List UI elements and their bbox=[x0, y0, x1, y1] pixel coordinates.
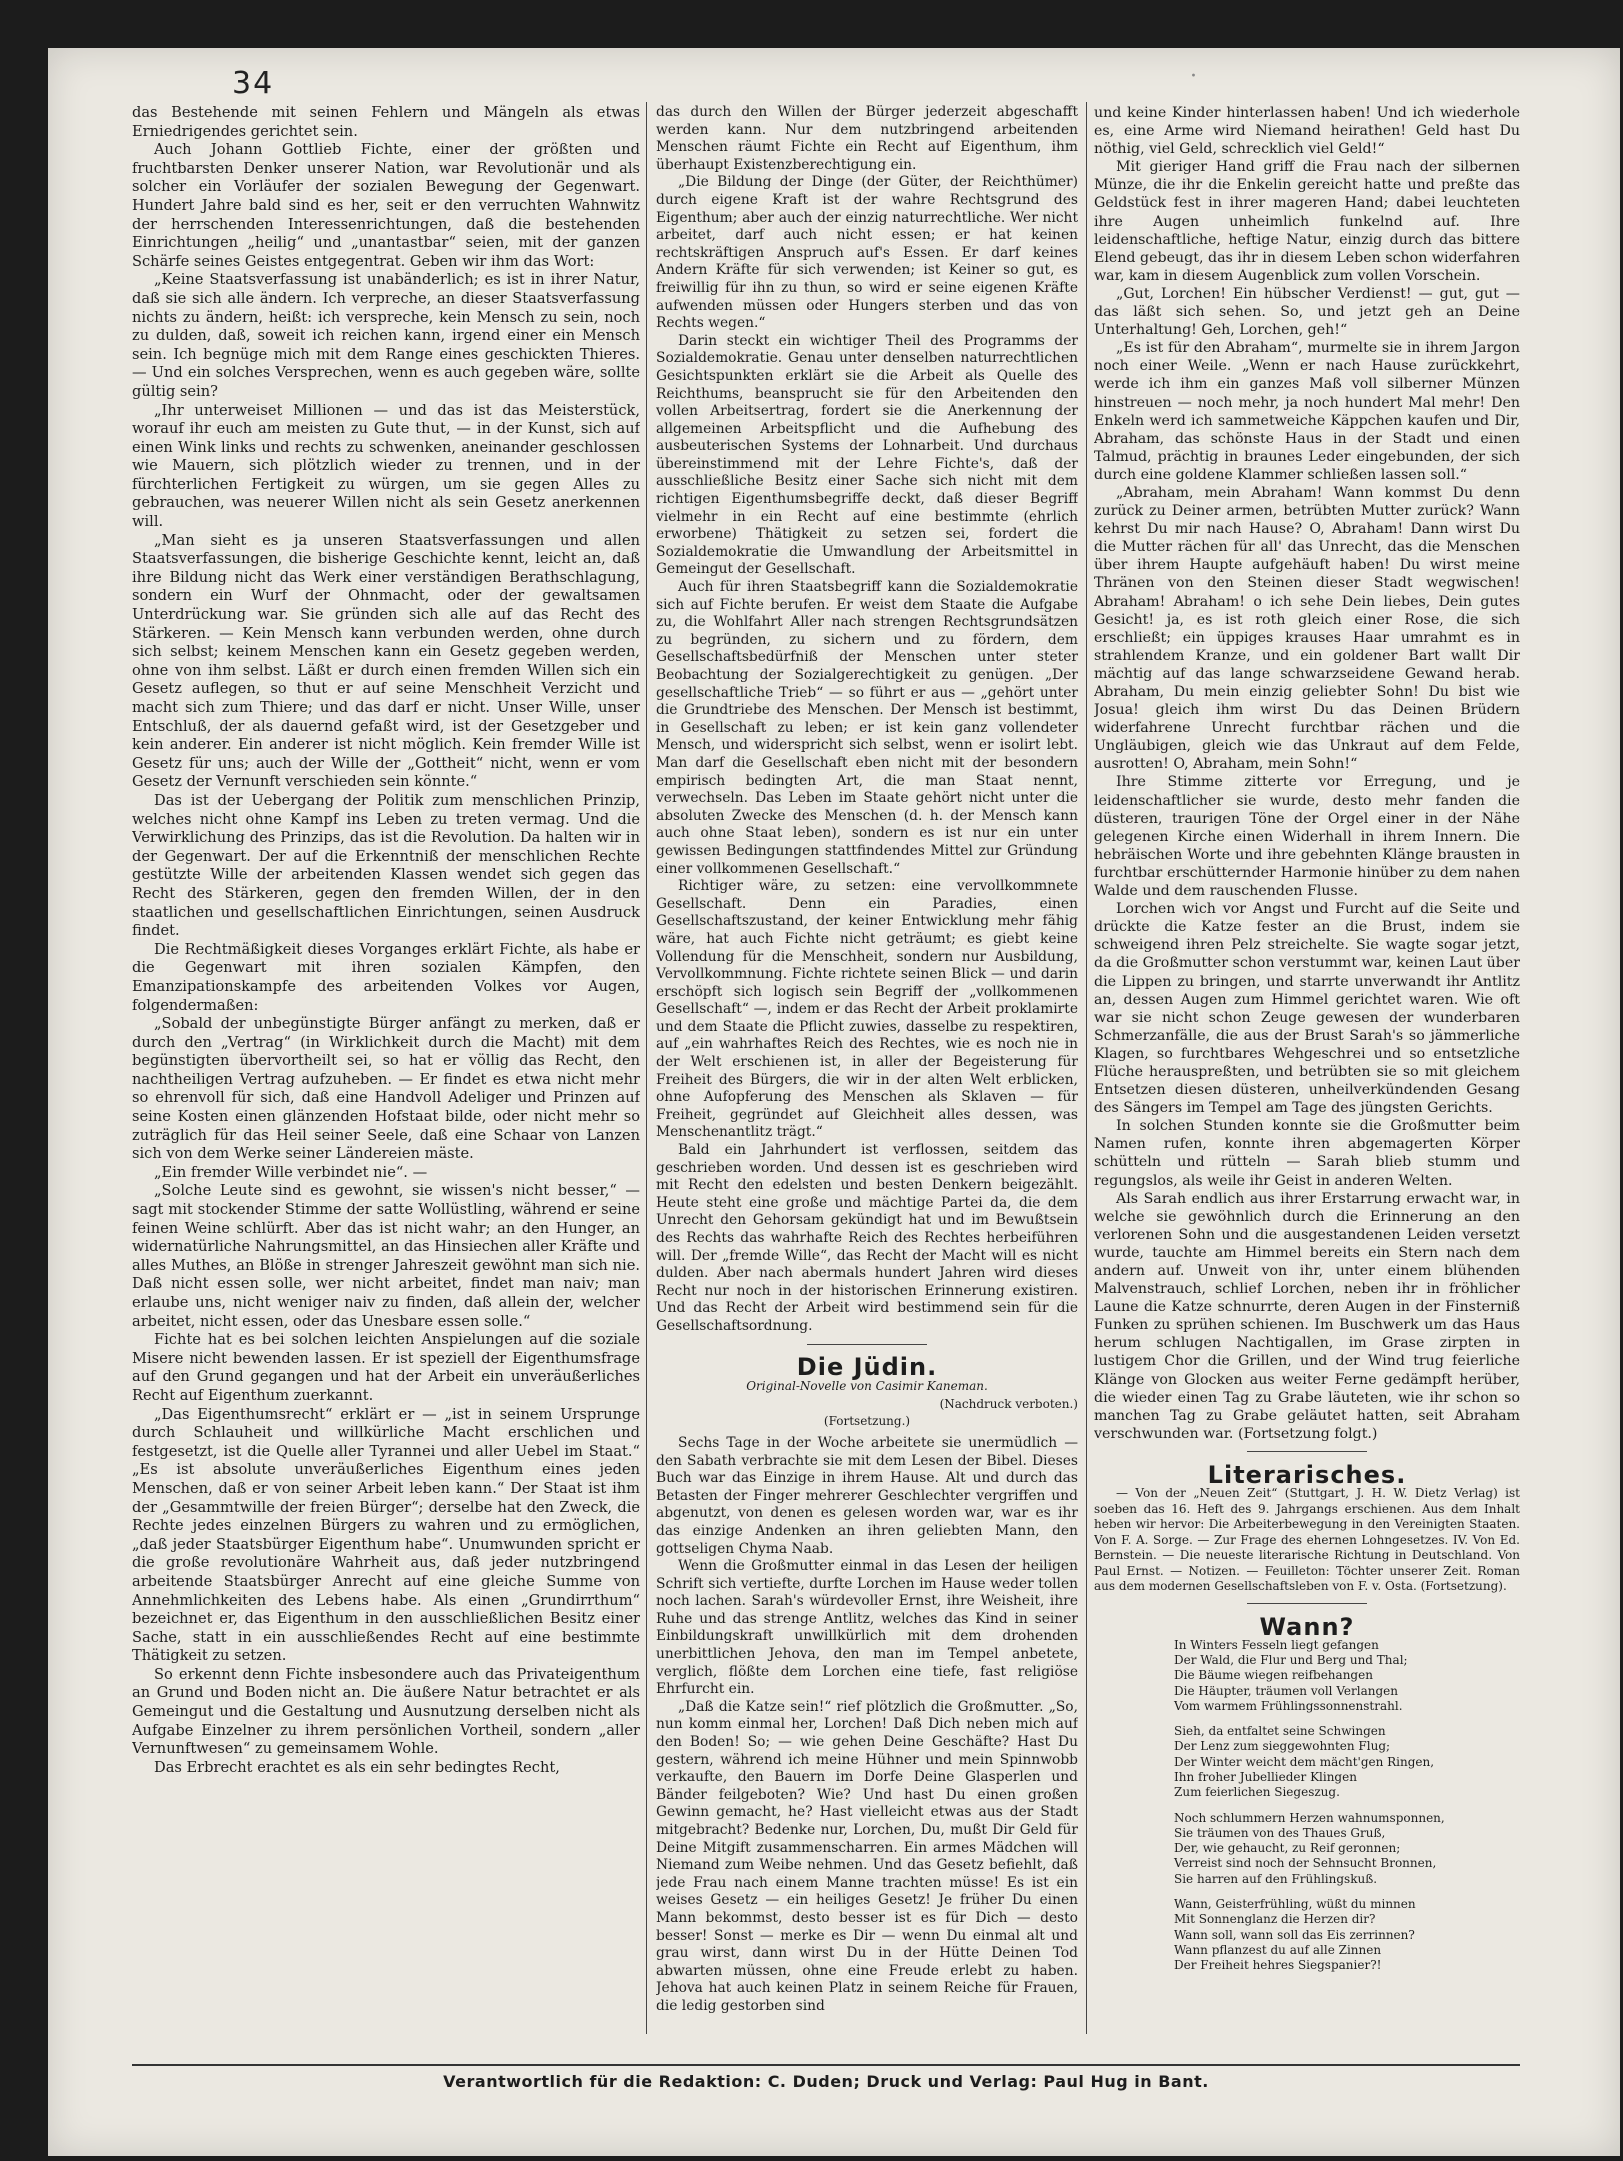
paragraph: Das ist der Uebergang der Politik zum menschlichen Prinzip, welches nicht ohne Kampf ins Leben zu treten vermag. Und die Verwirklichung des Prinzips, das ist die Revolution. Da halten wir in der Gegenwart. Der auf die Erkenntniß der menschlichen Rechte gestützte Wille der arbeitenden Klassen wendet sich gegen das Recht des Stärkeren, gegen den fremden Willen, der in den staatlichen und gesellschaftlichen Einrichtungen, seinen Ausdruck findet. bbox=[132, 791, 640, 940]
poem-line: Sie träumen von des Thaues Gruß, bbox=[1174, 1825, 1386, 1840]
paragraph: Das Erbrecht erachtet es als ein sehr bedingtes Recht, bbox=[154, 1758, 560, 1776]
section-divider bbox=[807, 1344, 927, 1345]
continuation-note: (Fortsetzung.) bbox=[823, 1414, 911, 1429]
paragraph: „Man sieht es ja unseren Staatsverfassungen und allen Staatsverfassungen, die bisherige Geschichte kennt, leicht an, daß ihre Bildung nicht das Werk einer verständigen Berathschlagung, sondern ein Wurf der Ohnmacht, oder der gewaltsamen Unterdrückung war. Sie gründen sich alle auf das Recht des Stärkeren. — Kein Mensch kann verbunden werden, ohne durch sich selbst; keinem Menschen kann ein Gesetz gegeben werden, ohne von ihm selbst. Läßt er durch einen fremden Willen sich ein Gesetz auflegen, so thut er auf seine Menschheit Verzicht und macht sich zum Thiere; und das darf er nicht. Unser Wille, unser Entschluß, der als dauernd gefaßt wird, ist der Gesetzgeber und kein anderer. Ein anderer ist nicht möglich. Kein fremder Wille ist Gesetz für uns; auch der Wille der „Gottheit“ nicht, wenn er vom Gesetz der Vernunft verschieden sein könnte.“ bbox=[132, 531, 640, 791]
column-right bbox=[1094, 104, 1520, 2034]
paragraph: das durch den Willen der Bürger jederzeit abgeschafft werden kann. Nur dem nutzbringend arbeitenden Menschen räumt Fichte ein Recht auf Eigenthum, ihm überhaupt Existenzberechtigung ein. bbox=[656, 104, 1078, 173]
paragraph: Die Rechtmäßigkeit dieses Vorganges erklärt Fichte, als habe er die Gegenwart mit ihren sozialen Kämpfen, den Emanzipationskampfe des arbeitenden Volkes vor Augen, folgendermaßen: bbox=[132, 940, 640, 1014]
poem-line: Vom warmem Frühlingssonnenstrahl. bbox=[1174, 1698, 1403, 1713]
paragraph: Auch für ihren Staatsbegriff kann die Sozialdemokratie sich auf Fichte berufen. Er weist dem Staate die Aufgabe zu, die Wohlfahrt Aller nach strengen Rechtsgrundsätzen zu begründen, zu sichern und zu fördern, dem Gesellschaftsbedürfniß der Menschen unter steter Beobachtung der Sozialgerechtigkeit zu genügen. „Der gesellschaftliche Trieb“ — so führt er aus — „gehört unter die Grundtriebe des Menschen. Der Mensch ist bestimmt, in Gesellschaft zu leben; er ist kein ganz vollendeter Mensch, und widerspricht sich selbst, wenn er isolirt lebt. Man darf die Gesellschaft eben nicht mit der besondern empirisch bedingten Art, die man Staat nennt, verwechseln. Das Leben im Staate gehört nicht unter die absoluten Zwecke des Menschen (d. h. der Mensch kann auch ohne Staat leben), sondern es ist nur ein unter gewissen Bedingungen stattfindendes Mittel zur Gründung einer vollkommenen Gesellschaft.“ bbox=[656, 579, 1078, 877]
imprint-footer: Verantwortlich für die Redaktion: C. Duden; Druck und Verlag: Paul Hug in Bant. bbox=[132, 2064, 1520, 2091]
poem-line: Wann pflanzest du auf alle Zinnen bbox=[1174, 1942, 1382, 1957]
paragraph: „Ihr unterweiset Millionen — und das ist das Meisterstück, worauf ihr euch am meisten zu Gute thut, — in der Kunst, sich auf einen Wink links und rechts zu schwenken, aneinander geschlossen wie Mauern, sich plötzlich wieder zu trennen, und in der fürchterlichen Fertigkeit zu würgen, um sie gegen Alles zu gebrauchen, was neuerer Willen nicht als sein Gesetz anerkennen will. bbox=[132, 401, 640, 531]
paragraph: Ihre Stimme zitterte vor Erregung, und je leidenschaftlicher sie wurde, desto mehr fanden die düsteren, traurigen Töne der Orgel einer in der Nähe gelegenen Kirche einen Widerhall in ihrem Innern. Die hebräischen Worte und ihre gebehnten Klänge brausten in furchtbar erschütternder Harmonie hinüber zu dem nahen Walde und dem rauschenden Flusse. bbox=[1094, 774, 1520, 900]
poem-line: Sieh, da entfaltet seine Schwingen bbox=[1174, 1724, 1386, 1739]
poem-line: Die Häupter, träumen voll Verlangen bbox=[1174, 1683, 1398, 1698]
poem-line: Ihn froher Jubellieder Klingen bbox=[1174, 1770, 1357, 1784]
paragraph: „Das Eigenthumsrecht“ erklärt er — „ist in seinem Ursprunge durch Schlauheit und willkürliche Macht erschlichen und festgesetzt, ist die Quelle aller Tyrannei und aller Uebel im Staat.“ „Es ist absolute unveräußerliches Eigenthum eines jeden Menschen, daß er von seiner Arbeit leben kann.“ Der Staat ist ihm der „Gesammtwille der freien Bürger“; derselbe hat den Zweck, die Rechte jedes einzelnen Bürgers zu wahren und zu ermöglichen, „daß jeder Staatsbürger Eigenthum habe“. Unumwunden spricht er die große revolutionäre Wahrheit aus, daß jeder nutzbringend arbeitende Staatsbürger Anrecht auf eine gleiche Summe von Annehmlichkeiten des Lebens habe. Als einen „Grundirrthum“ bezeichnet er, das Eigenthum in den ausschließlichen Besitz einer Sache, statt in ein ausschließendes Recht auf eine bestimmte Thätigkeit zu setzen. bbox=[132, 1405, 640, 1665]
poem-line: Wann, Geisterfrühling, wüßt du minnen bbox=[1174, 1897, 1416, 1912]
novella-subtitle: Original-Novelle von Casimir Kaneman. bbox=[746, 1379, 988, 1394]
poem-title: Wann? bbox=[1259, 1612, 1355, 1641]
section-divider bbox=[1247, 1603, 1367, 1604]
poem-stanza bbox=[1174, 1724, 1520, 1800]
poem-line: Der, wie gehaucht, zu Reif geronnen; bbox=[1174, 1841, 1401, 1856]
paragraph: „Keine Staatsverfassung ist unabänderlich; es ist in ihrer Natur, daß sie sich alle ändern. Ich verpreche, an dieser Staatsverfassung nichts zu ändern, heißt: ich verspreche, kein Mensch zu sein, noch zu dulden, daß, soweit ich reichen kann, irgend einer ein Mensch sein. Ich begnüge mich mit dem Range eines geschickten Thieres. — Und ein solches Versprechen, wenn es auch gegeben wäre, sollte gültig sein? bbox=[132, 271, 640, 400]
poem-line: Sie harren auf den Frühlingskuß. bbox=[1174, 1871, 1378, 1886]
column-rule-2 bbox=[1086, 102, 1087, 2034]
pencil-mark: · bbox=[1190, 64, 1197, 89]
poem-body bbox=[1094, 1638, 1520, 1974]
poem-stanza bbox=[1174, 1811, 1520, 1887]
poem-stanza bbox=[1174, 1638, 1520, 1714]
literary-notice: — Von der „Neuen Zeit“ (Stuttgart, J. H. W. Dietz Verlag) ist soeben das 16. Heft des 9. Jahrgangs erschienen. Aus dem Inhalt heben wir hervor: Die Arbeiterbewegung in den Vereinigten Staaten. Von F. A. Sorge. — Zur Frage des ehernen Lohngesetzes. IV. Von Ed. Bernstein. — Die neueste literarische Richtung in Deutschland. Von Paul Ernst. — Notizen. — Feuilleton: Töchter unserer Zeit. Roman aus dem modernen Gesellschaftsleben von F. v. Osta. (Fortsetzung). bbox=[1094, 1486, 1520, 1594]
section-divider bbox=[1247, 1451, 1367, 1452]
poem-line: Der Lenz zum sieggewohnten Flug; bbox=[1174, 1739, 1391, 1754]
paragraph: Sechs Tage in der Woche arbeitete sie unermüdlich — den Sabath verbrachte sie mit dem Lesen der Bibel. Dieses Buch war das Einzige in ihrem Hause. Alt und durch das Betasten der Finger mehrerer Geschlechter vergriffen und abgenutzt, von denen es gelesen worden war, war es ihr das einzige Andenken an ihren geliebten Mann, den gottseligen Chyma Naab. bbox=[656, 1434, 1078, 1557]
paragraph: „Abraham, mein Abraham! Wann kommst Du denn zurück zu Deiner armen, betrübten Mutter zurück? Wann kehrst Du mir nach Hause? O, Abraham! Dann wirst Du die Mutter rächen für all' das Unrecht, das die Menschen über ihrem Haupte aufgehäuft haben! Du wirst meine Thränen von den Steinen dieser Stadt wegwischen! Abraham! Abraham! o ich sehe Dein liebes, Dein gutes Gesicht! ja, es ist roth gleich einer Rose, die sich erschließt; ein üppiges krauses Haar umrahmt es in strahlendem Kranze, und ein goldener Bart wallt Dir mächtig auf das lange schwarzseidene Gewand herab. Abraham, Du mein einzig geliebter Sohn! Du bist wie Josua! gleich ihm wirst Du das Deinen Brüdern widerfahrene Unrecht furchtbar rächen und die Ungläubigen, gleich wie das Unkraut auf dem Felde, ausrotten! O, Abraham, mein Sohn!“ bbox=[1094, 484, 1520, 773]
paragraph: Lorchen wich vor Angst und Furcht auf die Seite und drückte die Katze fester an die Brust, indem sie schweigend ihren Pelz streichelte. Sie wagte sogar jetzt, da die Großmutter schon verstummt war, keinen Laut über die Lippen zu bringen, und starrte unverwandt ihr Antlitz an, dessen Augen zum Himmel gerichtet waren. Wie oft war sie nicht schon Zeuge gewesen der wunderbaren Schmerzanfälle, die aus der Brust Sarah's so jämmerliche Klagen, so furchtbares Wehgeschrei und so entsetzliche Flüche herauspreßten, und betrübten sie so mit gleichem Entsetzen diesen düsteren, unheilverkündenden Gesang des Sängers im Tempel am Tage des jüngsten Gerichts. bbox=[1094, 901, 1520, 1117]
poem-line: Wann soll, wann soll das Eis zerrinnen? bbox=[1174, 1927, 1415, 1942]
paragraph: „Daß die Katze sein!“ rief plötzlich die Großmutter. „So, nun komm einmal her, Lorchen! Daß Dich neben mich auf den Boden! So; — wie gehen Deine Geschäfte? Hast Du gestern, während ich meine Hühner und mein Spinnwobb verkaufte, den Bauern im Dorfe Deine Glasperlen und Bänder feilgeboten? Wie? Und hast Du einen großen Gewinn gemacht, he? Hast vielleicht etwas aus der Stadt mitgebracht? Bedenke nur, Lorchen, Du, mußt Dir Geld für Deine Mitgift zusammenscharren. Ein armes Mädchen will Niemand zum Weibe nehmen. Und das Gesetz befiehlt, daß jede Frau nach einem Manne trachten müsse! Es ist ein weises Gesetz — ein heiliges Gesetz! Je früher Du einen Mann bekommst, desto besser ist es für Dich — desto besser! Sonst — merke es Dir — wenn Du einmal alt und grau wirst, dann wirst Du in der Hütte Deinen Tod abwarten müssen, ohne eine Freude erlebt zu haben. Jehova hat auch keinen Platz in seinem Reiche für Frauen, die ledig gestorben sind bbox=[656, 1698, 1078, 2014]
paragraph: und keine Kinder hinterlassen haben! Und ich wiederhole es, eine Arme wird Niemand heirathen! Geld hast Du nöthig, viel Geld, schrecklich viel Geld!“ bbox=[1094, 105, 1520, 158]
paragraph: „Gut, Lorchen! Ein hübscher Verdienst! — gut, gut — das läßt sich sehen. So, und jetzt geh an Deine Unterhaltung! Geh, Lorchen, geh!“ bbox=[1094, 285, 1520, 339]
column-rule-1 bbox=[646, 102, 647, 2034]
poem-line: Noch schlummern Herzen wahnumsponnen, bbox=[1174, 1810, 1445, 1825]
poem-line: Mit Sonnenglanz die Herzen dir? bbox=[1174, 1912, 1376, 1927]
poem-line: In Winters Fesseln liegt gefangen bbox=[1174, 1637, 1379, 1652]
poem-line: Der Freiheit hehres Siegspanier?! bbox=[1174, 1958, 1382, 1973]
paragraph: Als Sarah endlich aus ihrer Erstarrung erwacht war, in welche sie gewöhnlich durch die Erinnerung an den verlorenen Sohn und die ausgestandenen Leiden versetzt wurde, tauchte am Himmel bereits ein Stern nach dem andern auf. Unweit von ihr, unter einem blühenden Malvenstrauch, schlief Lorchen, neben ihr in fröhlicher Laune die Katze schnurrte, deren Augen in der Finsterniß Funken zu sprühen schienen. Im Buschwerk um das Haus herum schlugen Nachtigallen, im Grase zirpten in lustigem Chor die Grillen, und der Wind trug feierliche Klänge von Glocken aus weiter Ferne gedämpft herüber, die wieder einen Tag zu Grabe läuteten, wie ihr schon so manchen Tag zu Grabe geläutet hatten, seit Abraham verschwunden war. (Fortsetzung folgt.) bbox=[1094, 1190, 1520, 1442]
paragraph: Bald ein Jahrhundert ist verflossen, seitdem das geschrieben worden. Und dessen ist es geschrieben wird mit Recht den edelsten und besten Denkern beigezählt. Heute steht eine große und mächtige Partei da, die dem Unrecht den Gehorsam gekündigt hat und im Bewußtsein des Rechts das wahrhafte Reich des Rechtes herbeiführen will. Der „fremde Wille“, das Recht der Macht will es nicht dulden. Aber nach abermals hundert Jahren wird dieses Recht nur noch in der historischen Erinnerung existiren. Und das Recht der Arbeit wird bestimmend sein für die Gesellschaftsordnung. bbox=[656, 1142, 1078, 1334]
paragraph: „Es ist für den Abraham“, murmelte sie in ihrem Jargon noch einer Weile. „Wenn er nach Hause zurückkehrt, werde ich ihm ein ganzes Maß voll silberner Münzen hinstreuen — noch mehr, ja noch hundert Mal mehr! Den Enkeln werd ich sammetweiche Käppchen kaufen und Dir, Abraham, das schönste Haus in der Stadt und einen Talmud, prächtig in braunes Leder eingebunden, der sich durch eine goldene Klammer schließen lassen soll.“ bbox=[1094, 340, 1520, 483]
paragraph: Auch Johann Gottlieb Fichte, einer der größten und fruchtbarsten Denker unserer Nation, war Revolutionär und als solcher ein Vorläufer der sozialen Bewegung der Gegenwart. Hundert Jahre bald sind es her, seit er den verruchten Wahnwitz der herrschenden Interessenrichtungen, daß die bestehenden Einrichtungen „heilig“ und „unantastbar“ seien, mit der ganzen Schärfe seines Geistes entgegentrat. Geben wir ihm das Wort: bbox=[132, 141, 640, 270]
paragraph: Richtiger wäre, zu setzen: eine vervollkommnete Gesellschaft. Denn ein Paradies, einen Gesellschaftszustand, der keiner Entwicklung mehr fähig wäre, hat auch Fichte nicht geträumt; es giebt keine Vollendung für die Menschheit, sondern nur Ausbildung, Vervollkommnung. Fichte richtete seinen Blick — und darin erschöpft sich logisch sein Begriff der „vollkommenen Gesellschaft“ —, indem er das Recht der Arbeit proklamirte und dem Staate die Pflicht zuwies, dasselbe zu respektiren, auf „ein wahrhaftes Reich des Rechtes, wie es noch nie in der Welt erschienen ist, in aller der Begeisterung für Freiheit des Bürgers, die wir in der alten Welt erblicken, ohne Aufopferung des Menschen als Sklaven — für Freiheit, gegründet auf Gleichheit alles dessen, was Menschenantlitz trägt.“ bbox=[656, 878, 1078, 1141]
paragraph: „Die Bildung der Dinge (der Güter, der Reichthümer) durch eigene Kraft ist der wahre Rechtsgrund des Eigenthum; aber auch der einzig naturrechtliche. Wer nicht arbeitet, darf auch nicht essen; er hat keinen rechtskräftigen Anspruch auf's Essen. Er darf keines Andern Kräfte für sich verwenden; ist Keiner so gut, es freiwillig für ihn zu thun, so wird er seine eigenen Kräfte aufwenden müssen oder Hungers sterben und das von Rechts wegen.“ bbox=[656, 174, 1078, 332]
poem-stanza bbox=[1174, 1897, 1520, 1973]
poem-line: Verreist sind noch der Sehnsucht Bronnen, bbox=[1174, 1856, 1437, 1871]
poem-line: Der Wald, die Flur und Berg und Thal; bbox=[1174, 1652, 1408, 1667]
poem-line: Der Winter weicht dem mächt'gen Ringen, bbox=[1174, 1754, 1435, 1769]
paragraph: So erkennt denn Fichte insbesondere auch das Privateigenthum an Grund und Boden nicht an. Die äußere Natur betrachtet er als Gemeingut und die Gestaltung und Ausnutzung derselben nicht als Aufgabe Einzelner zu ihrem persönlichen Vortheil, sondern „aller Vernunftwesen“ zu gemeinsamem Wohle. bbox=[132, 1665, 640, 1758]
paragraph: „Ein fremder Wille verbindet nie“. — bbox=[154, 1163, 428, 1181]
paragraph: „Solche Leute sind es gewohnt, sie wissen's nicht besser,“ — sagt mit stockender Stimme der satte Wollüstling, während er seine feinen Weine schlürft. Aber das ist nicht wahr; an den Hunger, an widernatürliche Nahrungsmittel, an das Hinsiechen aller Kräfte und alles Muthes, an Blöße in strenger Jahreszeit gewöhnt man sich nie. Daß nicht essen solle, wer nicht arbeitet, findet man naiv; man erlaube uns, nicht weniger naiv zu finden, daß allein der, welcher arbeitet, nicht essen, oder das Unesbare essen solle.“ bbox=[132, 1182, 640, 1330]
column-fichte-article bbox=[132, 104, 640, 2034]
paragraph: Darin steckt ein wichtiger Theil des Programms der Sozialdemokratie. Genau unter denselben naturrechtlichen Gesichtspunkten erklärt sie die Arbeit als Quelle des Reichthums, beansprucht sie für den Arbeitenden den vollen Arbeitsertrag, fordert sie die Anerkennung der allgemeinen Arbeitspflicht und die Aufhebung des ausbeuterischen Systems der Lohnarbeit. Und durchaus übereinstimmend mit der Lehre Fichte's, daß der ausschließliche Besitz einer Sache sich nicht mit dem richtigen Eigenthumsbegriffe deckt, daß dieser Begriff vielmehr in ein Recht auf eine bestimmte (ehrlich erworbene) Thätigkeit zu setzen sei, fordert die Sozialdemokratie die Umwandlung der Arbeitsmittel in Gemeingut der Gesellschaft. bbox=[656, 332, 1078, 578]
poem-line: Die Bäume wiegen reifbehangen bbox=[1174, 1668, 1373, 1683]
paragraph: Mit gieriger Hand griff die Frau nach der silbernen Münze, die ihr die Enkelin gereicht hatte und preßte das Geldstück fest in ihrer mageren Hand; dabei leuchteten ihre Augen unheimlich funkelnd auf. Ihre leidenschaftliche, heftige Natur, einzig durch das bittere Elend gebeugt, das ihr in diesem Leben schon widerfahren war, kam in diesem Augenblick zum vollen Vorschein. bbox=[1094, 159, 1520, 284]
column-middle bbox=[656, 104, 1078, 2034]
reprint-note: (Nachdruck verboten.) bbox=[939, 1396, 1078, 1411]
novella-title: Die Jüdin. bbox=[796, 1352, 938, 1381]
literary-heading: Literarisches. bbox=[1207, 1460, 1407, 1489]
paragraph: Wenn die Großmutter einmal in das Lesen der heiligen Schrift sich vertiefte, durfte Lorchen im Hause weder tollen noch lachen. Sarah's würdevoller Ernst, ihre Weisheit, ihre Ruhe und das strenge Antlitz, welches das Kind in seiner Einbildungskraft unwillkürlich mit dem drohenden unerbittlichen Jehova, den man im Tempel anbetete, verglich, flößte dem Lorchen eine tiefe, fast religiöse Ehrfurcht ein. bbox=[656, 1558, 1078, 1698]
paragraph: Fichte hat es bei solchen leichten Anspielungen auf die soziale Misere nicht bewenden lassen. Er ist speziell der Eigenthumsfrage auf den Grund gegangen und hat der Arbeit ein unveräußerliches Recht auf Eigenthum zuerkannt. bbox=[132, 1331, 640, 1404]
page-number: 34 bbox=[232, 66, 275, 101]
paragraph: „Sobald der unbegünstigte Bürger anfängt zu merken, daß er durch den „Vertrag“ (in Wirklichkeit durch die Macht) mit dem begünstigten übervortheilt sei, so hat er völlig das Recht, den nachtheiligen Vertrag aufzuheben. — Er findet es etwa nicht mehr so ehrenvoll für sich, daß eine Handvoll Adeliger und Prinzen auf seine Kosten einen glänzenden Hofstaat bilde, oder nicht mehr so zuträglich für das Heil seiner Seele, daß eine Schaar von Lanzen sich von dem Werke seiner Ländereien mäste. bbox=[132, 1015, 640, 1163]
paragraph: das Bestehende mit seinen Fehlern und Mängeln als etwas Erniedrigendes gerichtet sein. bbox=[132, 104, 640, 140]
poem-line: Zum feierlichen Siegeszug. bbox=[1174, 1785, 1340, 1800]
paragraph: In solchen Stunden konnte sie die Großmutter beim Namen rufen, konnte ihren abgemagerten Körper schütteln und rütteln — Sarah blieb stumm und regungslos, als weile ihr Geist in anderen Welten. bbox=[1094, 1118, 1520, 1189]
